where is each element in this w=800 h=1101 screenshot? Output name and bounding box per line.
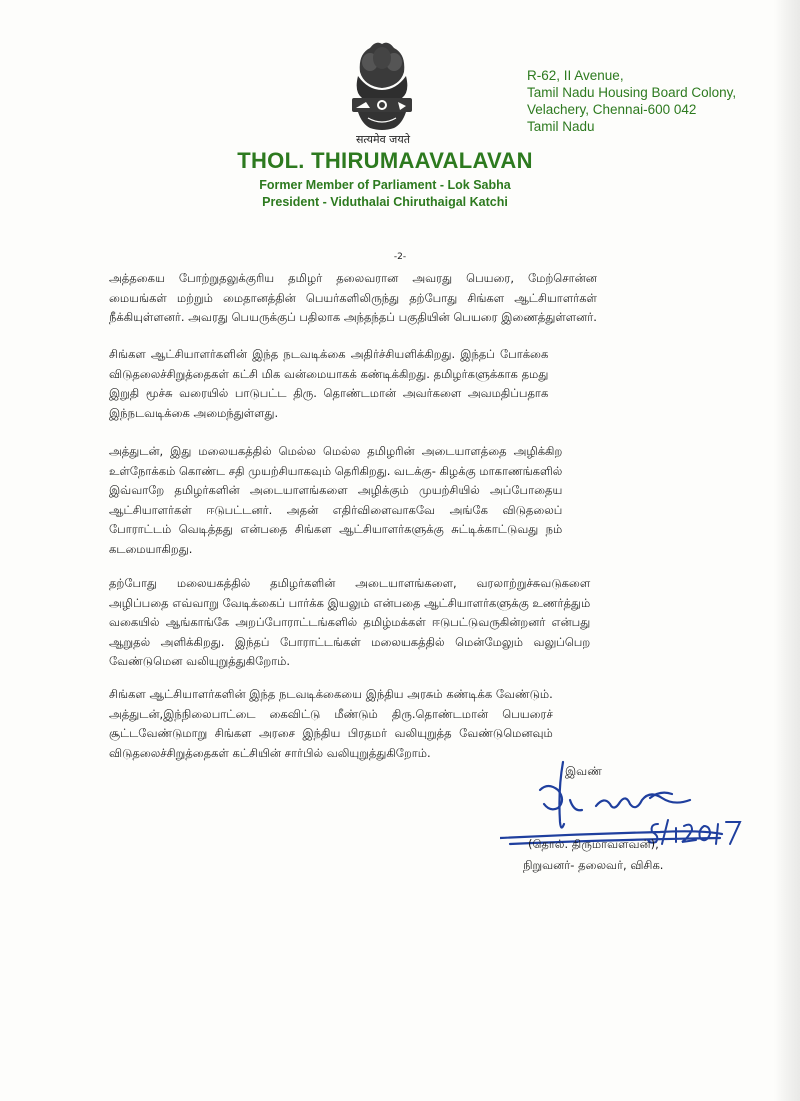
page-number: -2- xyxy=(393,252,407,262)
signatory-title: நிறுவனர்- தலைவர், விசிக. xyxy=(523,858,664,872)
paragraph-3 xyxy=(109,442,562,559)
paragraph-4 xyxy=(109,574,590,672)
paragraph-1 xyxy=(109,269,597,328)
paragraph-line: சிங்கள ஆட்சியாளர்களின் இந்த நடவடிக்கையை இந்திய அரசும் கண்டிக்க வேண்டும். xyxy=(109,687,553,701)
paragraph-line: இந்நடவடிக்கை அமைந்துள்ளது. xyxy=(109,405,279,420)
letterhead-name: THOL. THIRUMAAVALAVAN xyxy=(237,148,533,173)
address-line: R-62, II Avenue, xyxy=(527,68,624,83)
letterhead-address xyxy=(527,67,736,135)
paragraph-line: இறுதி மூச்சு வரையில் பாடுபட்ட திரு. தொண்டமான் அவர்களை அவமதிப்பதாக xyxy=(109,386,549,400)
paragraph-line: நீக்கியுள்ளனர். அவரது பெயருக்குப் பதிலாக அந்தந்தப் பகுதியின் பெயரை இணைத்துள்ளனர். xyxy=(109,310,597,324)
paragraph-line: விடுதலைச்சிறுத்தைகள் கட்சி மிக வன்மையாகக் கண்டிக்கிறது. தமிழர்களுக்காக தமது xyxy=(109,366,549,381)
address-line: Velachery, Chennai-600 042 xyxy=(527,102,697,117)
paragraph-line: அழிப்பதை எவ்வாறு வேடிக்கைப் பார்க்க இயலும் என்பதை ஆட்சியாளர்களுக்கு உணர்த்தும் xyxy=(109,595,591,610)
page-edge-shadow xyxy=(774,0,800,1101)
emblem-motto: सत्यमेव जयते xyxy=(355,133,410,146)
address-line: Tamil Nadu Housing Board Colony, xyxy=(527,85,737,100)
paragraph-line: கடமையாகிறது. xyxy=(109,541,193,556)
paragraph-line: போராட்டம் வெடித்தது என்பதை சிங்கள ஆட்சியாளர்களுக்கு சுட்டிக்காட்டுவது நம் xyxy=(109,522,563,536)
paragraph-line: சிங்கள ஆட்சியாளர்களின் இந்த நடவடிக்கை அதிர்ச்சியளிக்கிறது. இந்தப் போக்கை xyxy=(109,347,549,361)
paragraph-line: ஆட்சியாளர்கள் ஈடுபட்டனர். அதன் எதிர்விளைவாகவே அங்கே விடுதலைப் xyxy=(109,502,563,517)
paragraph-line: வகையில் ஆங்காங்கே அறப்போராட்டங்களில் தமிழ்மக்கள் ஈடுபட்டுவருகின்றனர் என்பது xyxy=(109,615,591,629)
paragraph-line: அத்தகைய போற்றுதலுக்குரிய தமிழர் தலைவரான அவரது பெயரை, மேற்சொன்ன xyxy=(109,271,597,285)
paragraph-line: மையங்கள் மற்றும் மைதானத்தின் பெயர்களிலிருந்து தற்போது சிங்கள ஆட்சியாளர்கள் xyxy=(109,290,597,305)
paragraph-line: இவ்வாறே தமிழர்களின் அடையாளங்களை அழிக்கும் முயற்சியில் அப்போதைய xyxy=(109,483,563,497)
paragraph-5 xyxy=(109,685,553,763)
paragraph-line: ஆறுதல் அளிக்கிறது. இந்தப் போராட்டங்கள் மலையகத்தில் மென்மேலும் வலுப்பெற xyxy=(109,634,591,649)
letterhead-subtitle-former-mp: Former Member of Parliament - Lok Sabha xyxy=(259,178,511,192)
paragraph-line: சூட்டவேண்டுமாறு சிங்கள அரசை இந்திய பிரதமர் வலியுறுத்த வேண்டுமெனவும் xyxy=(109,726,553,740)
signatory-name: (தொல். திருமாவளவன்), xyxy=(528,837,659,851)
paragraph-line: உள்நோக்கம் கொண்ட சதி முயற்சியாகவும் தெரிகிறது. வடக்கு- கிழக்கு மாகாணங்களில் xyxy=(109,463,563,478)
paragraph-line: தற்போது மலையகத்தில் தமிழர்களின் அடையாளங்களை, வரலாற்றுச்சுவடுகளை xyxy=(109,576,591,590)
paragraph-2 xyxy=(109,345,548,423)
paragraph-line: அத்துடன்,இந்நிலைபாட்டை கைவிட்டு மீண்டும் திரு.தொண்டமான் பெயரைச் xyxy=(109,706,553,721)
address-line: Tamil Nadu xyxy=(527,119,595,134)
paragraph-line: அத்துடன், இது மலையகத்தில் மெல்ல மெல்ல தமிழரின் அடையாளத்தை அழிக்கிற xyxy=(109,444,563,458)
signoff-closing: இவண் xyxy=(565,764,602,778)
paragraph-line: வேண்டுமென வலியுறுத்துகிறோம். xyxy=(109,654,291,668)
letterhead-subtitle-president: President - Viduthalai Chiruthaigal Katchi xyxy=(262,195,508,209)
paragraph-line: விடுதலைச்சிறுத்தைகள் கட்சியின் சார்பில் வலியுறுத்துகிறோம். xyxy=(109,745,431,760)
